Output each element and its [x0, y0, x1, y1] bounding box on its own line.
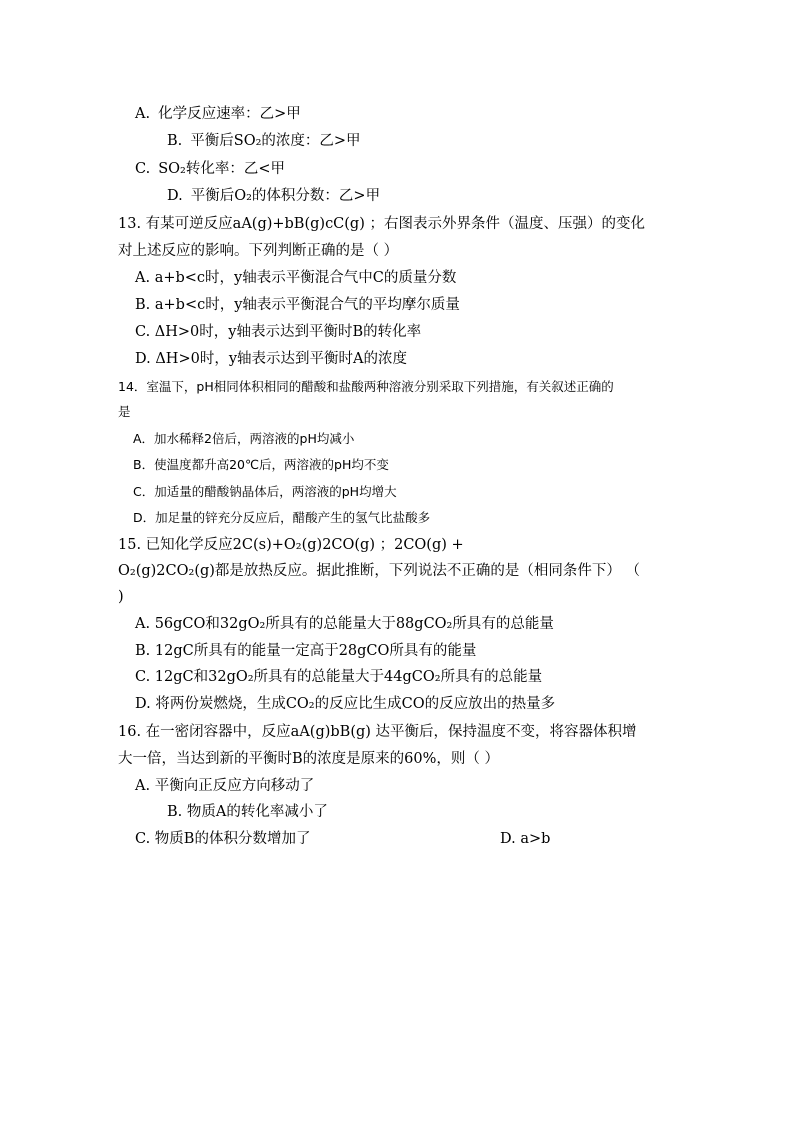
q12-option-b: [167, 131, 361, 151]
q16-option-a: A. 平衡向正反应方向移动了: [135, 778, 315, 794]
q12-option-b-text: 平衡后SO₂的浓度：乙>甲: [190, 133, 361, 149]
q12-option-a-text: 化学反应速率：乙>甲: [158, 106, 301, 122]
q13-option-b: B. a+b<c时，y轴表示平衡混合气的平均摩尔质量: [135, 297, 460, 313]
q13-option-d: D. ΔH>0时，y轴表示达到平衡时A的浓度: [135, 351, 407, 367]
q12-option-c: [135, 159, 285, 179]
q15-option-c: C. 12gC和32gO₂所具有的总能量大于44gCO₂所具有的总能量: [135, 669, 543, 685]
q13-option-a: A. a+b<c时，y轴表示平衡混合气中C的质量分数: [135, 270, 457, 286]
q15-option-b: B. 12gC所具有的能量一定高于28gCO所具有的能量: [135, 643, 477, 659]
q15-stem-line2: O₂(g)2CO₂(g)都是放热反应。据此推断，下列说法不正确的是（相同条件下） （: [118, 563, 641, 579]
q12-option-b-label: B.: [167, 133, 183, 149]
q16-option-d: D. a>b: [500, 831, 551, 847]
q13-stem-line2: 对上述反应的影响。下列判断正确的是（ ）: [118, 243, 399, 259]
q14-stem-line2: 是: [118, 404, 131, 419]
q14-option-d: D．加足量的锌充分反应后，醋酸产生的氢气比盐酸多: [133, 510, 431, 525]
q16-option-b: B. 物质A的转化率减小了: [167, 804, 328, 820]
q12-option-c-label: C.: [135, 161, 151, 177]
q12-option-a: [135, 104, 301, 124]
q12-option-a-label: A.: [135, 106, 151, 122]
q14-option-c: C．加适量的醋酸钠晶体后，两溶液的pH均增大: [133, 484, 397, 499]
q12-option-c-text: SO₂转化率：乙<甲: [158, 161, 285, 177]
q13-option-c: C. ΔH>0时，y轴表示达到平衡时B的转化率: [135, 324, 422, 340]
q15-stem-line1: 15. 已知化学反应2C(s)+O₂(g)2CO(g) ；2CO(g) +: [118, 537, 464, 553]
q15-option-d: D. 将两份炭燃烧，生成CO₂的反应比生成CO的反应放出的热量多: [135, 696, 556, 712]
q14-stem-line1: 14．室温下，pH相同体积相同的醋酸和盐酸两种溶液分别采取下列措施，有关叙述正确的: [118, 379, 614, 394]
q16-stem-line1: 16. 在一密闭容器中，反应aA(g)bB(g) 达平衡后，保持温度不变，将容器体积增: [118, 724, 637, 740]
q12-option-d: [167, 186, 380, 206]
q15-stem-line3: ): [118, 589, 124, 605]
q14-option-a: A．加水稀释2倍后，两溶液的pH均减小: [133, 431, 355, 446]
q12-option-d-text: 平衡后O₂的体积分数：乙>甲: [190, 188, 381, 204]
q13-stem-line1: 13. 有某可逆反应aA(g)+bB(g)cC(g) ；右图表示外界条件（温度、压强）的变化: [118, 216, 645, 232]
q14-option-b: B．使温度都升高20℃后，两溶液的pH均不变: [133, 457, 389, 472]
q16-stem-line2: 大一倍，当达到新的平衡时B的浓度是原来的60%，则（ ）: [118, 751, 499, 767]
q12-option-d-label: D.: [167, 188, 183, 204]
q16-option-c: C. 物质B的体积分数增加了: [135, 831, 311, 847]
q15-option-a: A. 56gCO和32gO₂所具有的总能量大于88gCO₂所具有的总能量: [135, 616, 554, 632]
